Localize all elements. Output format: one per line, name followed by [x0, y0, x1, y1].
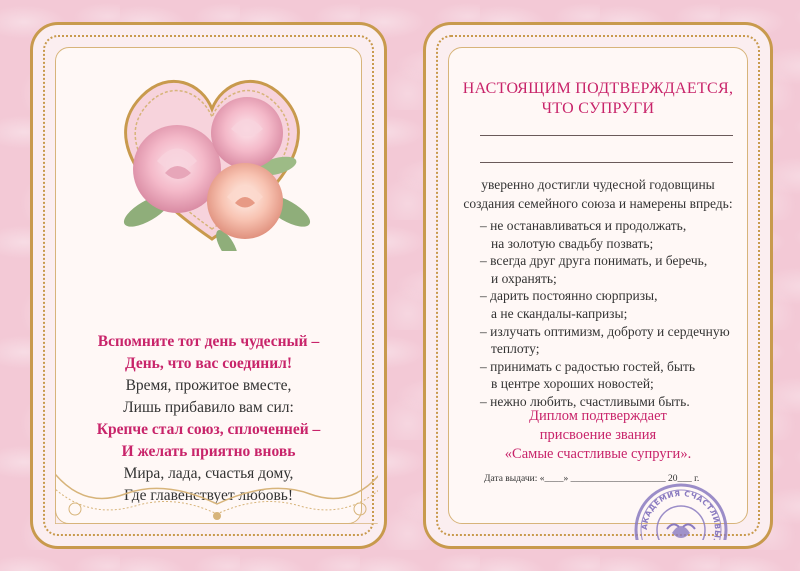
diploma-line: Диплом подтверждает: [529, 408, 667, 424]
poem-line: День, что вас соединил!: [124, 355, 293, 372]
poem-line: Вспомните тот день чудесный –: [97, 333, 320, 350]
intro-line: создания семейного союза и намерены впредь:: [463, 196, 733, 211]
poem-line: Лишь прибавило вам сил:: [123, 399, 294, 416]
diploma-line: присвоение звания: [539, 427, 657, 443]
right-card-frame: [426, 25, 770, 571]
wish-line: – нежно любить, счастливыми быть.: [480, 393, 690, 409]
wishes-list: [480, 217, 744, 411]
title-line: ЧТО СУПРУГИ: [541, 100, 655, 117]
wish-line: в центре хороших новостей;: [491, 376, 654, 392]
poem-line: Время, прожитое вместе,: [125, 377, 292, 394]
intro-text: [432, 175, 764, 213]
names-blank-line-1[interactable]: [480, 135, 733, 136]
wish-line: – всегда друг друга понимать, и беречь,: [480, 253, 708, 269]
poem-line: Где главенствует любовь!: [123, 487, 294, 504]
wish-line: и охранять;: [491, 270, 557, 286]
heart-roses-illustration: [107, 61, 317, 251]
stamp-text-path: АКАДЕМИЯ СЧАСТЛИВЫХ СОБЫТИЙ: [639, 488, 723, 571]
wish-line: – дарить постоянно сюрпризы,: [480, 288, 658, 304]
poem-line: И желать приятно вновь: [121, 443, 296, 460]
left-card: [30, 22, 387, 549]
left-card-frame: [33, 25, 384, 546]
wish-line: – излучать оптимизм, доброту и сердечную: [480, 323, 730, 339]
wish-line: – не останавливаться и продолжать,: [480, 218, 687, 233]
right-card: [423, 22, 773, 571]
wish-line: теплоту;: [491, 341, 540, 357]
issue-date-field[interactable]: Дата выдачи: «____» ____________________ 20___ г.: [484, 474, 700, 484]
wish-line: – принимать с радостью гостей, быть: [480, 358, 696, 374]
poem-line: Мира, лада, счастья дому,: [123, 465, 294, 482]
diploma-line: «Самые счастливые супруги».: [504, 446, 692, 462]
title-line: НАСТОЯЩИМ ПОДТВЕРЖДАЕТСЯ,: [462, 80, 734, 97]
names-blank-line-2[interactable]: [480, 162, 733, 163]
diploma-text: [432, 407, 764, 464]
intro-line: уверенно достигли чудесной годовщины: [481, 177, 715, 192]
poem: [79, 331, 338, 507]
wish-line: а не скандалы-капризы;: [491, 305, 628, 321]
certificate-title: [432, 79, 764, 119]
stamp-seal: [634, 483, 728, 571]
wish-line: на золотую свадьбу позвать;: [491, 235, 654, 251]
poem-line: Крепче стал союз, сплоченней –: [96, 421, 321, 438]
